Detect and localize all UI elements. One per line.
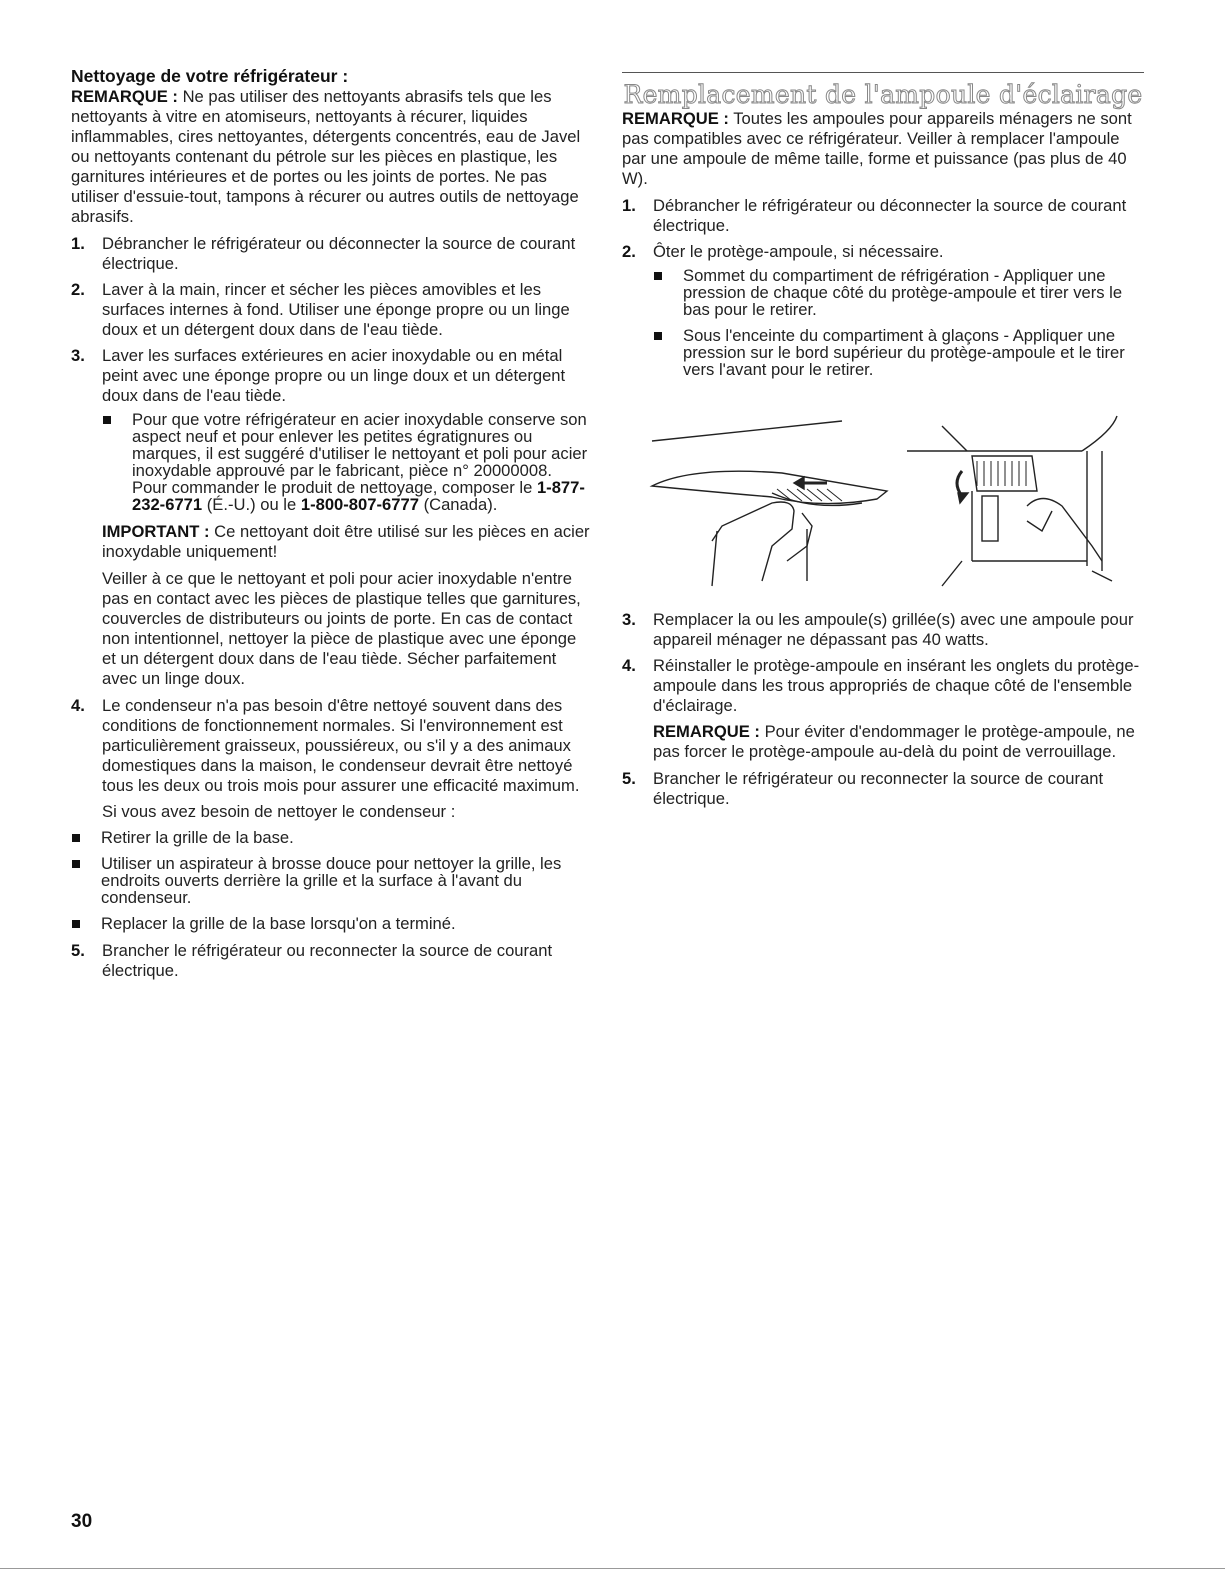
list-item: Utiliser un aspirateur à brosse douce pour nettoyer la grille, les endroits ouverts derrière la grille et la surface à l'avant du condenseur. — [71, 855, 591, 906]
bulb-step-5: 5 . Brancher le réfrigérateur ou reconnecter la source de courant électrique. — [622, 769, 1144, 809]
condenser-intro: Si vous avez besoin de nettoyer le condenseur : — [102, 802, 456, 821]
cleaning-remark — [71, 87, 591, 227]
step-text: Le condenseur n'a pas besoin d'être nettoyé souvent dans des conditions de fonctionnement normales. Si l'environnement est particulièrement graisseux, poussiéreux, ou s'il y a des animaux domestiques dans la maison, le condenseur devrait être nettoyé tous les deux ou trois mois pour assurer une efficacité maximum. — [102, 696, 580, 795]
step-3-details — [102, 411, 591, 689]
list-item: Replacer la grille de la base lorsqu'on a terminé. — [71, 915, 591, 932]
cleaning-step-4 — [71, 696, 591, 932]
cleaning-step-5 — [71, 941, 591, 981]
step-text: Brancher le réfrigérateur ou reconnecter la source de courant électrique. — [102, 941, 553, 980]
bulb-heading: Remplacement de l'ampoule d'éclairage — [623, 80, 1143, 109]
bulb-step-4: 4 . Réinstaller le protège-ampoule en insérant les onglets du protège-ampoule dans les trous appropriés de chaque côté de l'ensemble d'éclairage. REMARQUE : Pour éviter d'endommager le protège-ampoule, ne pas forcer le protège-ampoule au-delà du point de verrouillage. — [622, 656, 1144, 762]
step-number: 3 . — [622, 610, 636, 630]
section-divider — [622, 72, 1144, 73]
remark-label: REMARQUE : — [71, 87, 178, 106]
remark-label: REMARQUE : — [653, 722, 760, 741]
cleaning-steps — [71, 234, 591, 981]
step-4-note: REMARQUE : Pour éviter d'endommager le protège-ampoule, ne pas forcer le protège-ampoule au-delà du point de verrouillage. — [653, 722, 1135, 761]
bulb-step-1: 1 . Débrancher le réfrigérateur ou déconnecter la source de courant électrique. — [622, 196, 1144, 236]
page-bottom-rule — [0, 1568, 1225, 1569]
cleaning-step-2 — [71, 280, 591, 340]
bulb-step-2: 2 . Ôter le protège-ampoule, si nécessaire. Sommet du compartiment de réfrigération - Appliquer une pression de chaque côté du protège-ampoule et tirer vers le bas pour le retirer. Sous l'enceinte du compartiment à glaçons - Appliquer une pression sur le bord supérieur du protège-ampoule et le tirer vers l'avant pour le retirer. — [622, 242, 1144, 378]
important-label: IMPORTANT : — [102, 522, 210, 541]
list-item: Sous l'enceinte du compartiment à glaçons - Appliquer une pression sur le bord supérieur du protège-ampoule et le tirer vers l'avant pour le retirer. — [653, 327, 1144, 378]
remark-label: REMARQUE : — [622, 109, 729, 128]
step-number: 3 . — [71, 346, 85, 366]
bulb-steps — [622, 196, 1144, 378]
list-item: Pour que votre réfrigérateur en acier inoxydable conserve son aspect neuf et pour enlever les petites égratignures ou marques, il est suggéré d'utiliser le nettoyant et poli pour acier inoxydable approuvé par le fabricant, pièce n° 20000008. Pour commander le produit de nettoyage, composer le 1-877-232-6771 (É.-U.) ou le 1-800-807-6777 (Canada). — [102, 411, 591, 513]
cleaning-step-3 — [71, 346, 591, 689]
light-shield-illustration — [622, 411, 1122, 591]
phone-canada: 1-800-807-6777 — [300, 495, 419, 514]
list-item: Retirer la grille de la base. — [71, 829, 591, 846]
step-text: Laver à la main, rincer et sécher les pièces amovibles et les surfaces internes à fond. Utiliser une éponge propre ou un linge doux et un détergent doux dans de l'eau tiède. — [102, 280, 570, 339]
left-column — [71, 66, 591, 987]
shield-removal-bullets — [653, 267, 1144, 378]
ceiling-light-drawing — [652, 421, 887, 586]
important-note: IMPORTANT : Ce nettoyant doit être utilisé sur les pièces en acier inoxydable uniquement! — [102, 522, 590, 561]
condenser-bullets — [71, 829, 591, 932]
step-number: 1 . — [71, 234, 85, 254]
step-number: 2 . — [71, 280, 85, 300]
step-number: 4 . — [622, 656, 636, 676]
cleaning-step-1 — [71, 234, 591, 274]
bulb-step-3: 3 . Remplacer la ou les ampoule(s) grillée(s) avec une ampoule pour appareil ménager ne dépassant pas 40 watts. — [622, 610, 1144, 650]
stainless-bullets — [102, 411, 591, 513]
right-column — [622, 66, 1144, 815]
bulb-remark: REMARQUE : Toutes les ampoules pour appareils ménagers ne sont pas compatibles avec ce réfrigérateur. Veiller à remplacer l'ampoule par une ampoule de même taille, forme et puissance (pas plus de 40 W). — [622, 109, 1132, 188]
page-number: 30 — [71, 1511, 93, 1532]
step-number: 2 . — [622, 242, 636, 262]
remark-text: Ne pas utiliser des nettoyants abrasifs tels que les nettoyants à vitre en atomiseurs, nettoyants à récurer, liquides inflammables, cires nettoyantes, détergents concentrés, eau de Javel ou nettoyants contenant du pétrole sur les pièces en plastique, les garnitures intérieures et de portes ou les joints de portes. Ne pas utiliser d'essuie-tout, tampons à récurer ou autres outils de nettoyage abrasifs. — [71, 87, 581, 226]
step-4-details — [102, 802, 591, 932]
phone-us: 1-877-232-6771 — [132, 478, 585, 514]
freezer-light-drawing — [907, 416, 1117, 586]
plastic-warning: Veiller à ce que le nettoyant et poli pour acier inoxydable n'entre pas en contact avec les pièces de plastique telles que garnitures, couvercles de distributeurs ou joints de porte. En cas de contact non intentionnel, nettoyer la pièce de plastique avec une éponge et un détergent doux dans de l'eau tiède. Sécher parfaitement avec un linge doux. — [102, 569, 581, 688]
step-number: 1 . — [622, 196, 636, 216]
bulb-steps-cont — [622, 610, 1144, 809]
list-item: Sommet du compartiment de réfrigération - Appliquer une pression de chaque côté du protège-ampoule et tirer vers le bas pour le retirer. — [653, 267, 1144, 318]
step-number: 5 . — [71, 941, 85, 961]
step-text: Débrancher le réfrigérateur ou déconnecter la source de courant électrique. — [102, 234, 576, 273]
cleaning-heading: Nettoyage de votre réfrigérateur : — [71, 66, 349, 86]
step-number: 4 . — [71, 696, 85, 716]
step-text: Laver les surfaces extérieures en acier inoxydable ou en métal peint avec une éponge propre ou un linge doux et un détergent doux dans de l'eau tiède. — [102, 346, 566, 405]
step-number: 5 . — [622, 769, 636, 789]
